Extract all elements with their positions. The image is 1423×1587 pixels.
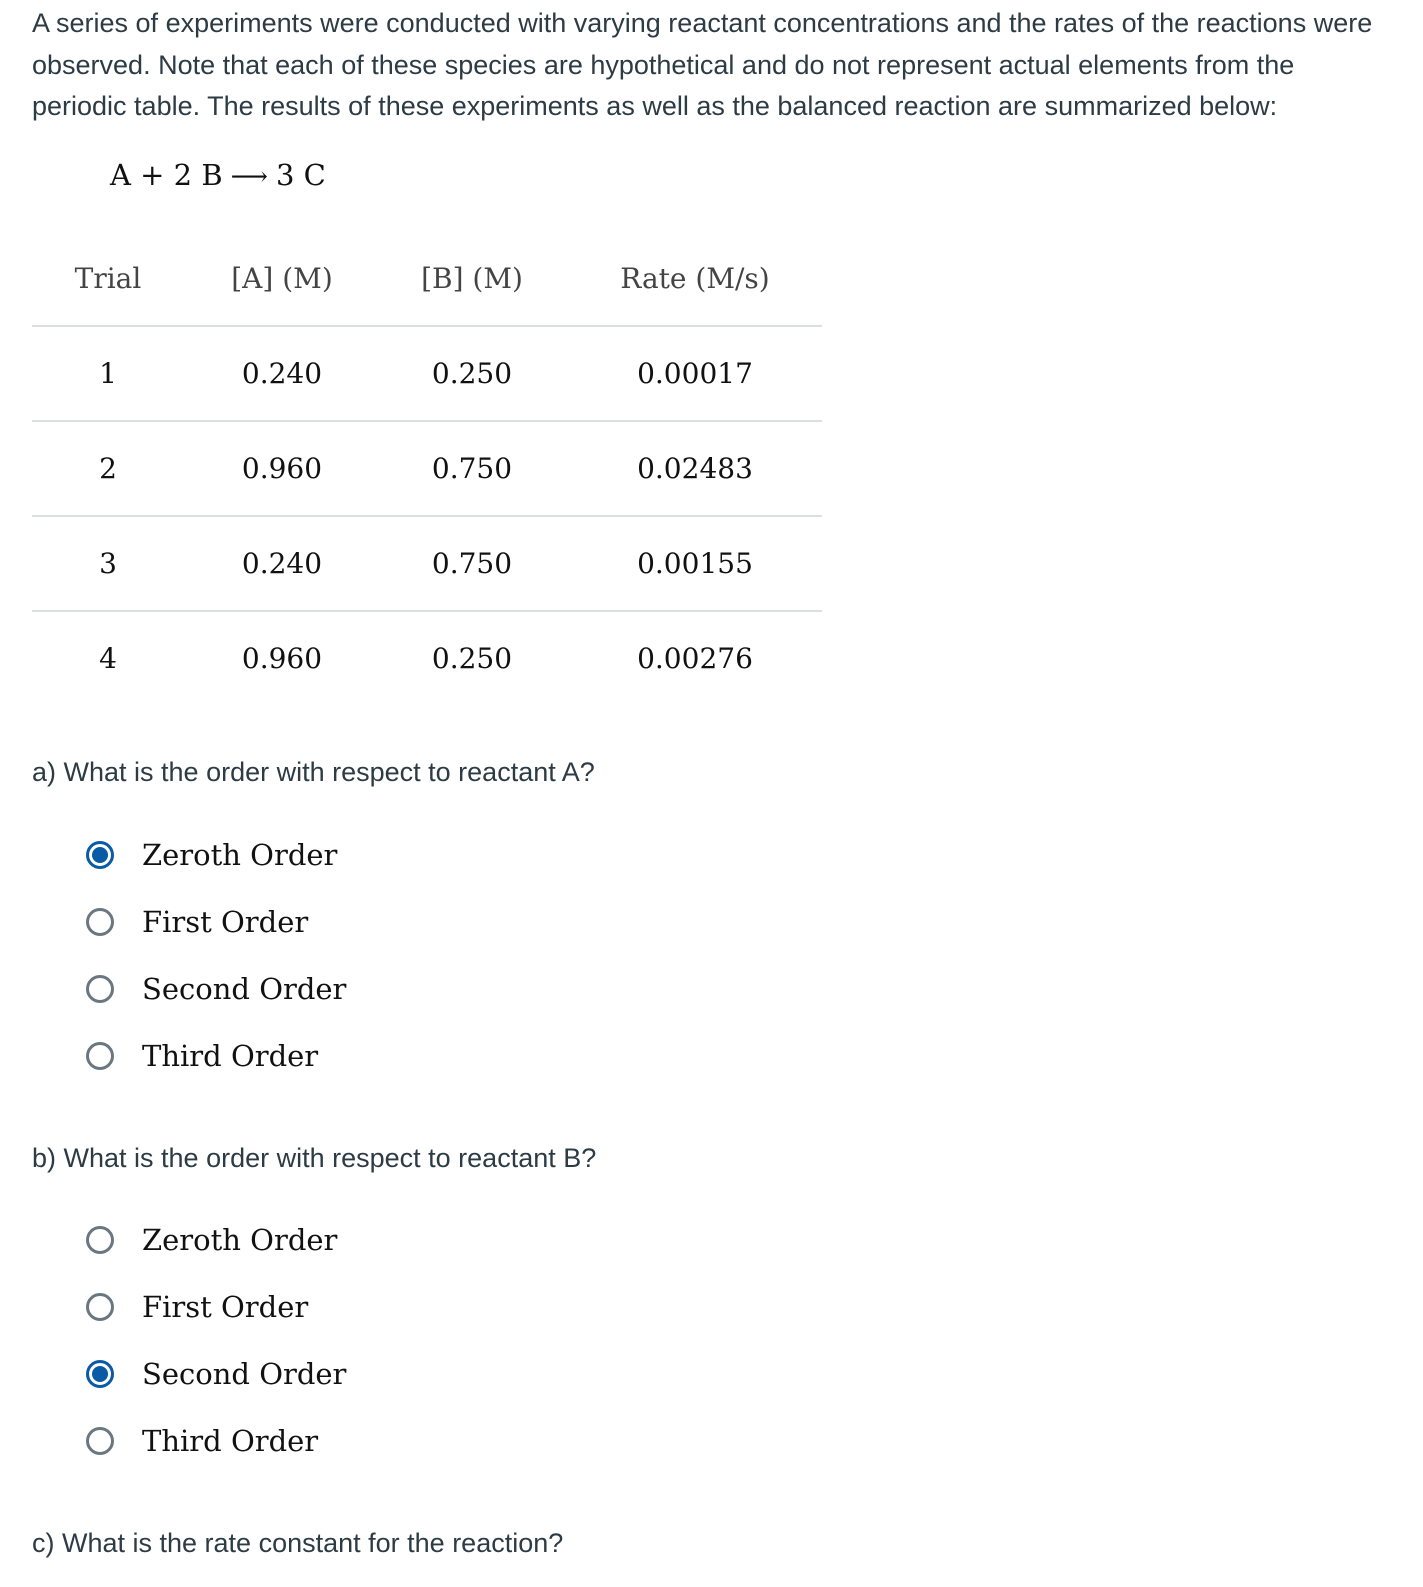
question-a-option-first[interactable] <box>86 888 346 955</box>
option-label[interactable]: Zeroth Order <box>142 1222 338 1257</box>
option-label[interactable]: Second Order <box>142 971 347 1006</box>
header-conc-a: [A] (M) <box>231 262 333 295</box>
conc-b-cell: 0.750 <box>431 547 513 580</box>
trial-cell: 2 <box>99 452 117 485</box>
question-a-prompt: a) What is the order with respect to reactant A? <box>32 757 595 787</box>
table-row <box>32 517 822 612</box>
question-b-options <box>86 1206 346 1474</box>
rate-data-table <box>32 240 822 707</box>
option-label[interactable]: Second Order <box>142 1356 347 1391</box>
option-label[interactable]: Third Order <box>142 1038 319 1073</box>
equation-reactants: A + 2 B <box>110 158 223 192</box>
rate-cell: 0.00276 <box>637 642 753 675</box>
conc-a-cell: 0.960 <box>241 452 323 485</box>
problem-intro: A series of experiments were conducted with varying reactant concentrations and the rates of the reactions were observed. Note that each of these species are hypothetical and do not represent actual elements from the periodic table. The results of these experiments as well as the balanced reaction are summarized below: <box>32 8 1373 121</box>
equation-products: 3 C <box>275 158 326 192</box>
question-b-option-second[interactable] <box>86 1340 346 1407</box>
rate-cell: 0.00155 <box>637 547 753 580</box>
radio-selected-icon[interactable] <box>86 1360 114 1388</box>
question-b-option-first[interactable] <box>86 1273 346 1340</box>
conc-a-cell: 0.960 <box>241 642 323 675</box>
trial-cell: 1 <box>99 357 117 390</box>
radio-unselected-icon[interactable] <box>86 1226 114 1254</box>
trial-cell: 4 <box>99 642 117 675</box>
table-row <box>32 612 822 707</box>
option-label[interactable]: Zeroth Order <box>142 837 338 872</box>
question-b-option-zeroth[interactable] <box>86 1206 346 1273</box>
trial-cell: 3 <box>99 547 117 580</box>
conc-b-cell: 0.750 <box>431 452 513 485</box>
reaction-arrow-icon: ⟶ <box>230 162 268 192</box>
header-rate: Rate (M/s) <box>620 262 770 295</box>
radio-unselected-icon[interactable] <box>86 1042 114 1070</box>
header-trial: Trial <box>74 262 142 295</box>
rate-cell: 0.02483 <box>637 452 753 485</box>
question-a-option-second[interactable] <box>86 955 346 1022</box>
question-c-prompt: c) What is the rate constant for the reaction? <box>32 1528 564 1558</box>
question-a-option-zeroth[interactable] <box>86 821 346 888</box>
question-a-option-third[interactable] <box>86 1022 346 1089</box>
option-label[interactable]: First Order <box>142 904 309 939</box>
conc-b-cell: 0.250 <box>431 357 513 390</box>
conc-a-cell: 0.240 <box>241 547 323 580</box>
radio-unselected-icon[interactable] <box>86 1427 114 1455</box>
question-b-option-third[interactable] <box>86 1407 346 1474</box>
question-a-options <box>86 821 346 1089</box>
radio-unselected-icon[interactable] <box>86 1293 114 1321</box>
option-label[interactable]: First Order <box>142 1289 309 1324</box>
option-label[interactable]: Third Order <box>142 1423 319 1458</box>
table-header-row <box>32 240 822 327</box>
radio-unselected-icon[interactable] <box>86 975 114 1003</box>
question-b-prompt: b) What is the order with respect to reactant B? <box>32 1143 597 1173</box>
balanced-equation <box>110 158 326 192</box>
header-conc-b: [B] (M) <box>421 262 523 295</box>
radio-selected-icon[interactable] <box>86 841 114 869</box>
conc-b-cell: 0.250 <box>431 642 513 675</box>
conc-a-cell: 0.240 <box>241 357 323 390</box>
rate-cell: 0.00017 <box>637 357 753 390</box>
table-row <box>32 327 822 422</box>
table-row <box>32 422 822 517</box>
radio-unselected-icon[interactable] <box>86 908 114 936</box>
